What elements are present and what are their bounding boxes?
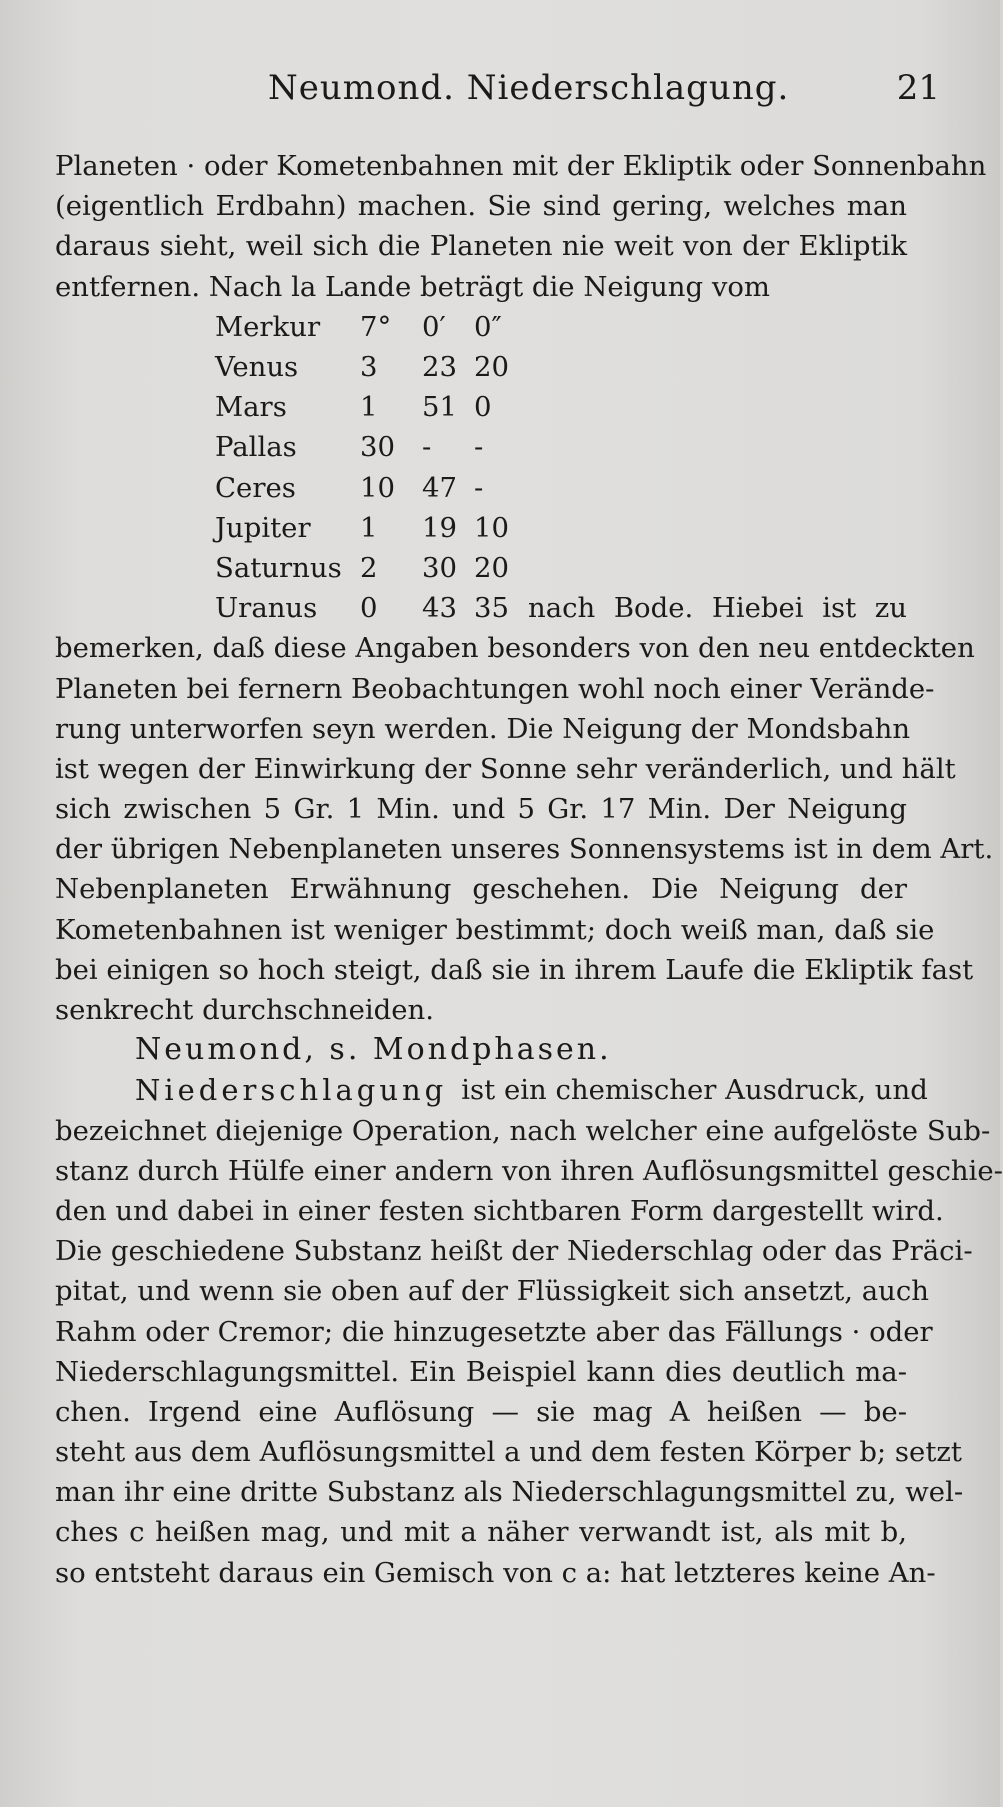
text-line: Planeten · oder Kometenbahnen mit der Ekliptik oder Sonnenbahn [55,150,987,182]
table-row [215,387,528,427]
page-number: 21 [896,68,940,108]
degrees-cell: 2 [360,551,378,584]
text-line: Niederschlagungsmittel. Ein Beispiel kann dies deutlich ma- [55,1355,907,1388]
text-line: chen. Irgend eine Auflösung — sie mag A heißen — be- [55,1395,907,1428]
text-line: so entsteht daraus ein Gemisch von c a: hat letzteres keine An- [55,1556,936,1589]
table-row [215,427,528,467]
inclination-table [215,307,528,588]
planet-name: Pallas [215,431,297,464]
minutes-cell: 30 [422,551,457,584]
table-row [215,508,528,548]
degrees-cell: 7° [360,310,392,343]
text-line: der übrigen Nebenplaneten unseres Sonnensystems ist in dem Art. [55,833,994,866]
minutes-cell: 47 [422,471,457,504]
table-row [215,347,528,387]
text-line: pitat, und wenn sie oben auf der Flüssigkeit sich ansetzt, auch [55,1275,930,1308]
text-line: man ihr eine dritte Substanz als Niederschlagungsmittel zu, wel- [55,1476,964,1509]
running-head: Neumond. Niederschlagung. [268,68,790,108]
table-row [215,468,528,508]
seconds-cell: - [474,431,484,464]
seconds-cell: 10 [474,511,509,544]
line-continuation: nach Bode. Hiebei ist zu [528,592,907,625]
minutes-cell: 23 [422,350,457,383]
degrees-cell: 1 [360,391,378,424]
minutes-cell: - [422,431,432,464]
degrees-cell: 10 [360,471,395,504]
planet-name: Venus [215,350,299,383]
degrees-cell: 3 [360,350,378,383]
text-line: entfernen. Nach la Lande beträgt die Neigung vom [55,270,770,303]
text-line: ches c heißen mag, und mit a näher verwandt ist, als mit b, [55,1516,907,1549]
degrees-cell: 0 [360,592,378,625]
text-line: senkrecht durchschneiden. [55,994,434,1027]
text-line: sich zwischen 5 Gr. 1 Min. und 5 Gr. 17 Min. Der Neigung [55,793,907,826]
text-line: bemerken, daß diese Angaben besonders von den neu entdeckten [55,632,975,665]
table-row-last [215,588,907,628]
text-line: Planeten bei fernern Beobachtungen wohl noch einer Verände- [55,672,935,705]
table-row [215,548,528,588]
planet-name: Saturnus [215,551,342,584]
text-line: rung unterworfen seyn werden. Die Neigung der Mondsbahn [55,712,911,745]
degrees-cell: 1 [360,511,378,544]
text-line: ist ein chemischer Ausdruck, und [461,1074,928,1107]
text-line: Rahm oder Cremor; die hinzugesetzte aber das Fällungs · oder [55,1315,933,1348]
entry-heading-neumond: Neumond, s. Mondphasen. [135,1032,612,1068]
text-line: daraus sieht, weil sich die Planeten nie weit von der Ekliptik [55,230,907,263]
planet-name: Merkur [215,310,321,343]
planet-name: Ceres [215,471,296,504]
seconds-cell: 0 [474,391,492,424]
planet-name: Uranus [215,592,318,625]
text-line: Nebenplaneten Erwähnung geschehen. Die Neigung der [55,873,907,906]
text-line: den und dabei in einer festen sichtbaren Form dargestellt wird. [55,1194,944,1227]
body-text [55,146,1003,1593]
minutes-cell: 43 [422,592,457,625]
text-line: (eigentlich Erdbahn) machen. Sie sind gering, welches man [55,190,907,223]
degrees-cell: 30 [360,431,395,464]
planet-name: Mars [215,391,287,424]
seconds-cell: - [474,471,484,504]
text-line: Die geschiedene Substanz heißt der Niederschlag oder das Präci- [55,1235,973,1268]
seconds-cell: 35 [474,592,509,625]
text-line: stanz durch Hülfe einer andern von ihren Auflösungsmittel geschie- [55,1154,1003,1187]
minutes-cell: 51 [422,391,457,424]
seconds-cell: 20 [474,551,509,584]
planet-name: Jupiter [215,511,311,544]
page-header [60,62,940,122]
text-line: bei einigen so hoch steigt, daß sie in ihrem Laufe die Ekliptik fast [55,953,974,986]
seconds-cell: 0″ [474,310,502,343]
minutes-cell: 0′ [422,310,446,343]
table-row [215,307,528,347]
minutes-cell: 19 [422,511,457,544]
seconds-cell: 20 [474,350,509,383]
entry-first-line [55,1070,928,1110]
text-line: Kometenbahnen ist weniger bestimmt; doch weiß man, daß sie [55,913,935,946]
text-line: steht aus dem Auflösungsmittel a und dem festen Körper b; setzt [55,1436,962,1469]
text-line: bezeichnet diejenige Operation, nach welcher eine aufgelöste Sub- [55,1114,991,1147]
text-line: ist wegen der Einwirkung der Sonne sehr veränderlich, und hält [55,752,956,785]
entry-headword: Niederschlagung [135,1073,448,1108]
